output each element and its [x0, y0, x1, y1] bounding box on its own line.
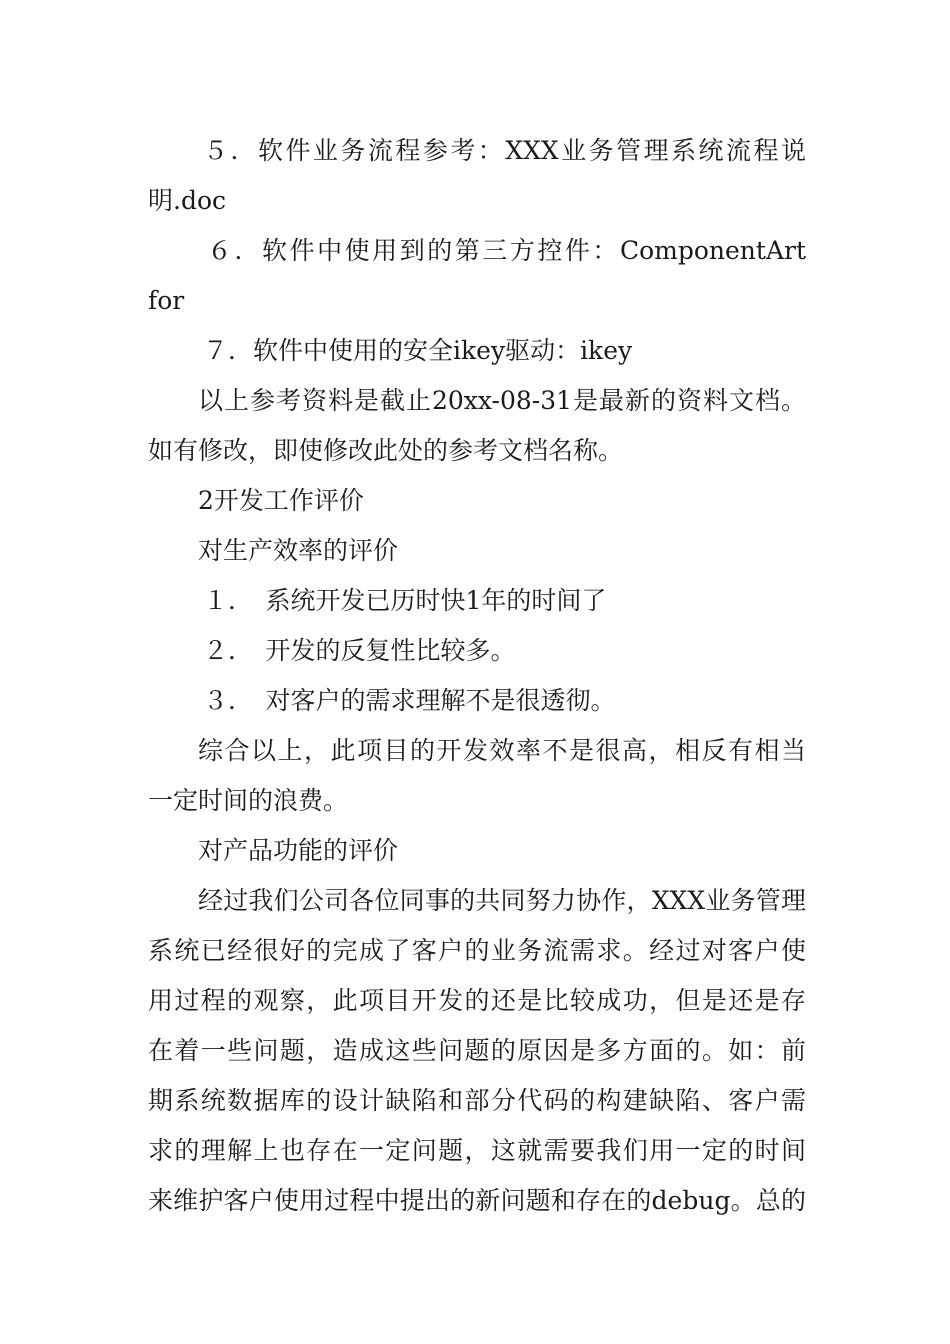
- paragraph-line: 期系统数据库的设计缺陷和部分代码的构建缺陷、客户需: [148, 1086, 806, 1115]
- paragraph-line: 一定时间的浪费。: [148, 786, 349, 815]
- paragraph-line: 用过程的观察，此项目开发的还是比较成功，但是还是存: [148, 986, 806, 1015]
- paragraph-line: 系统已经很好的完成了客户的业务流需求。经过对客户使: [148, 936, 806, 965]
- section-heading: 2开发工作评价: [198, 486, 364, 515]
- paragraph-line: 综合以上，此项目的开发效率不是很高，相反有相当: [198, 736, 806, 765]
- list-item: ２． 开发的反复性比较多。: [203, 636, 516, 665]
- paragraph-line: 经过我们公司各位同事的共同努力协作，XXX业务管理: [198, 886, 806, 915]
- subsection-heading: 对产品功能的评价: [198, 836, 399, 865]
- paragraph-line: 求的理解上也存在一定问题，这就需要我们用一定的时间: [148, 1136, 806, 1165]
- paragraph-line: for: [148, 286, 185, 315]
- subsection-heading: 对生产效率的评价: [198, 536, 399, 565]
- list-item-7: ７．软件中使用的安全ikey驱动：ikey: [203, 336, 633, 365]
- paragraph-line: 明.doc: [148, 186, 227, 215]
- list-item-6: ６．软件中使用到的第三方控件：ComponentArt: [207, 236, 806, 265]
- paragraph-line: 来维护客户使用过程中提出的新问题和存在的debug。总的: [148, 1186, 806, 1215]
- list-item: ３． 对客户的需求理解不是很透彻。: [203, 686, 616, 715]
- paragraph-line: 在着一些问题，造成这些问题的原因是多方面的。如：前: [148, 1036, 806, 1065]
- list-item-5: ５．软件业务流程参考：XXX业务管理系统流程说: [203, 136, 806, 165]
- paragraph-line: 以上参考资料是截止20xx-08-31是最新的资料文档。: [198, 386, 806, 415]
- list-item: １． 系统开发已历时快1年的时间了: [203, 586, 607, 615]
- paragraph-line: 如有修改，即使修改此处的参考文档名称。: [148, 436, 624, 465]
